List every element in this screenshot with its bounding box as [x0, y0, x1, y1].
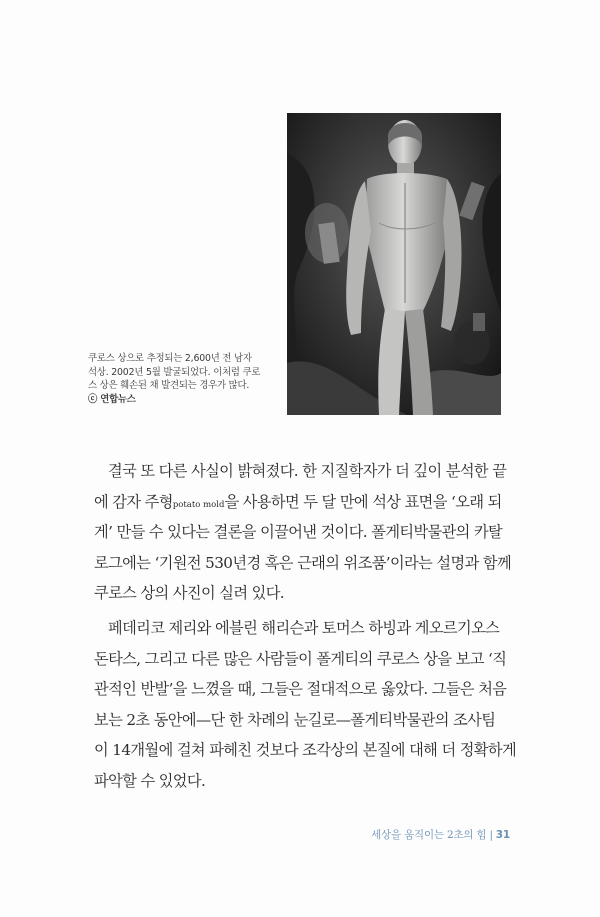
- paragraph-2-line: 관적인 반발’을 느꼈을 때, 그들은 절대적으로 옳았다. 그들은 처음: [94, 680, 507, 699]
- text-segment: 을 사용하면 두 달 만에 석상 표면을 ‘오래 되: [224, 492, 502, 511]
- paragraph-1-line: [94, 487, 514, 518]
- running-title: 세상을 움직이는 2초의 힘: [371, 829, 487, 841]
- kouros-photo-graphic: [287, 113, 501, 415]
- paragraph-2-line: 보는 2초 동안에—단 한 차례의 눈길로—폴게티박물관의 조사팀: [94, 710, 496, 729]
- footer-separator: |: [489, 829, 493, 841]
- kouros-statue-photo: [287, 113, 501, 415]
- photo-caption: [88, 352, 278, 406]
- paragraph-1-line: 쿠로스 상의 사진이 실려 있다.: [94, 584, 284, 603]
- running-footer: [358, 827, 510, 842]
- paragraph-2-line: 이 14개월에 걸쳐 파헤친 것보다 조각상의 본질에 대해 더 정확하게: [94, 741, 517, 760]
- caption-line: 석상. 2002년 5월 발굴되었다. 이처럼 쿠로: [88, 366, 261, 378]
- paragraph-1-line: 게’ 만들 수 있다는 결론을 이끌어낸 것이다. 폴게티박물관의 카탈: [94, 523, 503, 542]
- paragraph-1-line: 결국 또 다른 사실이 밝혀졌다. 한 지질학자가 더 깊이 분석한 끝: [108, 462, 507, 480]
- paragraph-2-line: 돈타스, 그리고 다른 많은 사람들이 폴게티의 쿠로스 상을 보고 ‘직: [94, 649, 507, 668]
- photo-credit: ⓒ 연합뉴스: [88, 393, 136, 405]
- page-number: 31: [495, 829, 510, 841]
- body-text: [94, 456, 517, 797]
- paragraph-2-line: 페데리코 제리와 에블린 해리슨과 토머스 하빙과 게오르기오스: [108, 618, 500, 637]
- english-gloss: potato mold: [172, 499, 225, 510]
- paragraph-1-line: 로그에는 ‘기원전 530년경 혹은 근래의 위조품’이라는 설명과 함께: [94, 553, 512, 572]
- caption-line: 스 상은 훼손된 채 발견되는 경우가 많다.: [88, 380, 250, 392]
- text-segment: 에 감자 주형: [94, 492, 173, 511]
- caption-line: 쿠로스 상으로 추정되는 2,600년 전 남자: [88, 353, 252, 364]
- paragraph-2-line: 파악할 수 있었다.: [94, 771, 206, 790]
